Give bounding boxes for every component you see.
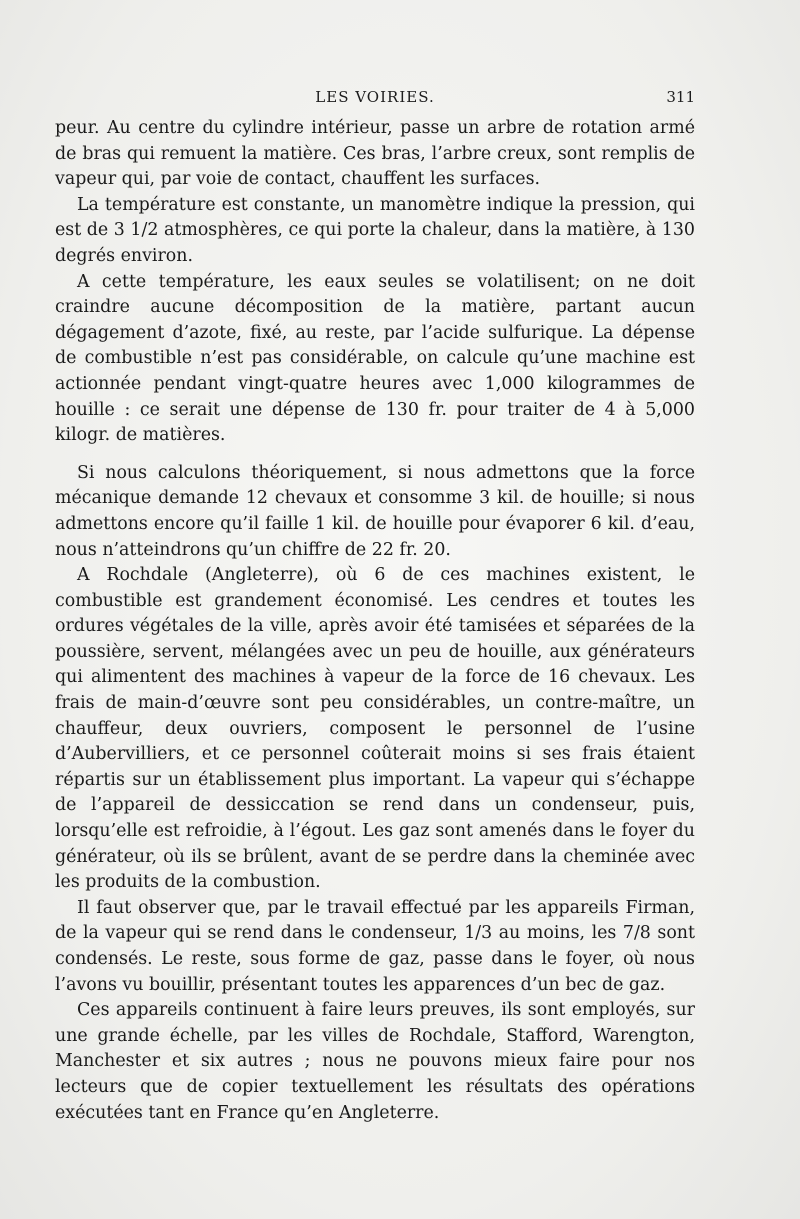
paragraph-7: Ces appareils continuent à faire leurs preuves, ils sont employés, sur une grande échelle, par les villes de Rochdale, Stafford, Warengton, Manchester et six autres ; nous ne pouvons mieux faire pour nos lecteurs que de copier textuellement les résultats des opérations exécutées tant en France qu’en Angleterre. <box>55 1000 695 1123</box>
paragraph-6: Il faut observer que, par le travail effectué par les appareils Firman, de la vapeur qui se rend dans le condenseur, 1/3 au moins, les 7/8 sont condensés. Le reste, sous forme de gaz, passe dans le foyer, où nous l’avons vu bouillir, présentant toutes les apparences d’un bec de gaz. <box>55 897 695 995</box>
paragraph-4: Si nous calculons théoriquement, si nous admettons que la force mécanique demande 12 chevaux et consomme 3 kil. de houille; si nous admettons encore qu’il faille 1 kil. de houille pour évaporer 6 kil. d’eau, nous n’atteindrons qu’un chiffre de 22 fr. 20. <box>55 462 695 560</box>
paragraph-3: A cette température, les eaux seules se volatilisent; on ne doit craindre aucune décomposition de la matière, partant aucun dégagement d’azote, fixé, au reste, par l’acide sulfurique. La dépense de combustible n’est pas considérable, on calcule qu’une machine est actionnée pendant vingt-quatre heures avec 1,000 kilogrammes de houille : ce serait une dépense de 130 fr. pour traiter de 4 à 5,000 kilogr. de matières. <box>55 271 695 446</box>
paragraph-1: peur. Au centre du cylindre intérieur, passe un arbre de rotation armé de bras qui remuent la matière. Ces bras, l’arbre creux, sont remplis de vapeur qui, par voie de contact, chauffent les surfaces. <box>55 118 695 190</box>
running-head: LES VOIRIES. <box>315 88 435 106</box>
paragraph-2: La température est constante, un manomètre indique la pression, qui est de 3 1/2 atmosphères, ce qui porte la chaleur, dans la matière, à 130 degrés environ. <box>55 194 695 266</box>
paragraph-5: A Rochdale (Angleterre), où 6 de ces machines existent, le combustible est grandement économisé. Les cendres et toutes les ordures végétales de la ville, après avoir été tamisées et séparées de la poussière, servent, mélangées avec un peu de houille, aux générateurs qui alimentent des machines à vapeur de la force de 16 chevaux. Les frais de main-d’œuvre sont peu considérables, un contre-maître, un chauffeur, deux ouvriers, composent le personnel de l’usine d’Aubervilliers, et ce personnel coûterait moins si ses frais étaient répartis sur un établissement plus important. La vapeur qui s’échappe de l’appareil de dessiccation se rend dans un condenseur, puis, lorsqu’elle est refroidie, à l’égout. Les gaz sont amenés dans le foyer du générateur, où ils se brûlent, avant de se perdre dans la cheminée avec les produits de la combustion. <box>55 565 695 893</box>
body-text <box>55 116 695 1126</box>
page-number: 311 <box>666 88 695 106</box>
page-header <box>55 88 695 114</box>
